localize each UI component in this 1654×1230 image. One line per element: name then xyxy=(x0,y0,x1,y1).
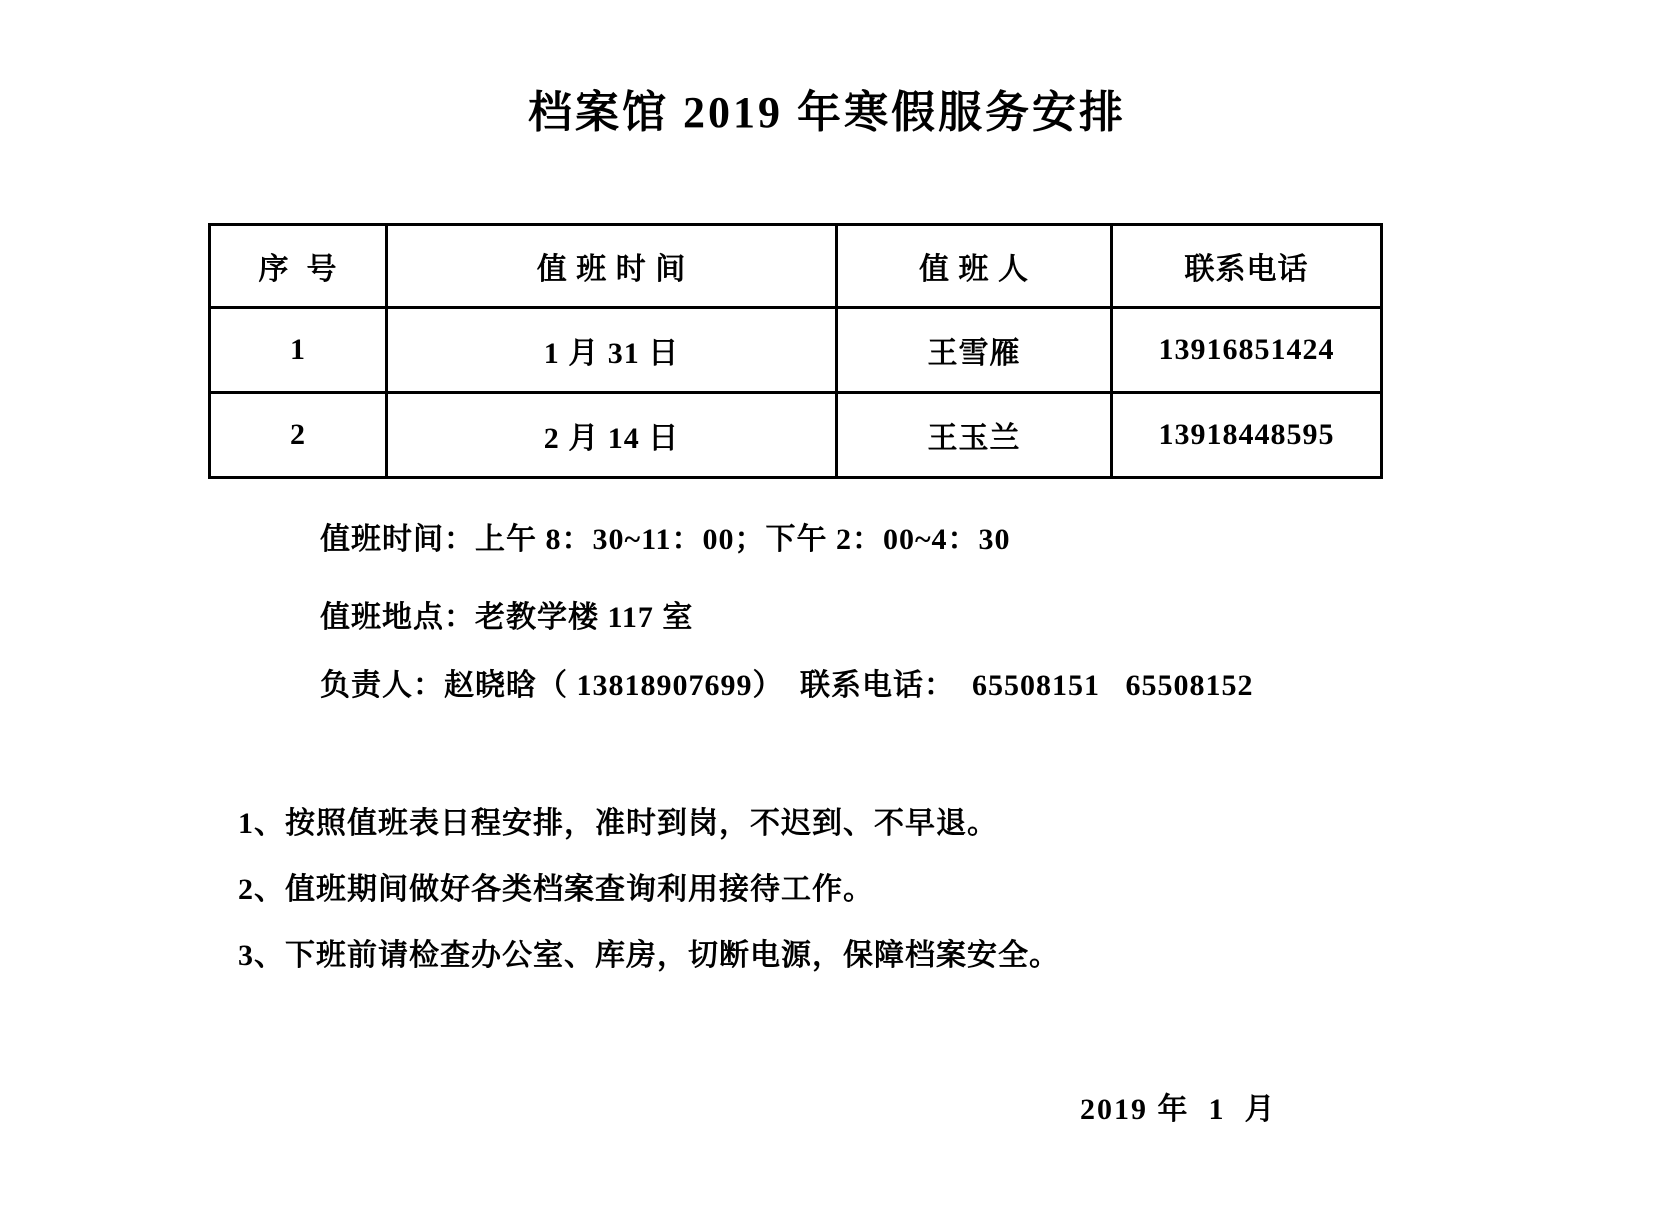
table-header-row xyxy=(210,225,1382,308)
note-item-2: 2、值班期间做好各类档案查询利用接待工作。 xyxy=(238,873,874,906)
note-item-1: 1、按照值班表日程安排，准时到岗，不迟到、不早退。 xyxy=(238,807,998,840)
header-cell-time: 值 班 时 间 xyxy=(387,225,837,308)
note-item-3: 3、下班前请检查办公室、库房，切断电源，保障档案安全。 xyxy=(238,939,1060,972)
cell-time: 2 月 14 日 xyxy=(387,393,837,478)
duty-schedule-table xyxy=(208,223,1383,479)
cell-phone: 13916851424 xyxy=(1112,308,1382,393)
cell-number: 2 xyxy=(210,393,387,478)
header-cell-person: 值 班 人 xyxy=(837,225,1112,308)
page-title: 档案馆 2019 年寒假服务安排 xyxy=(528,88,1126,137)
header-cell-phone: 联系电话 xyxy=(1112,225,1382,308)
cell-number: 1 xyxy=(210,308,387,393)
cell-time: 1 月 31 日 xyxy=(387,308,837,393)
cell-person: 王雪雁 xyxy=(837,308,1112,393)
header-cell-number: 序 号 xyxy=(210,225,387,308)
leader-line: 负责人：赵晓晗（ 13818907699） xyxy=(320,669,784,702)
duty-time-line: 值班时间：上午 8：30~11：00；下午 2：00~4：30 xyxy=(320,523,1011,556)
table-row xyxy=(210,308,1382,393)
cell-person: 王玉兰 xyxy=(837,393,1112,478)
footer-date: 2019 年 1 月 xyxy=(1080,1093,1277,1126)
duty-location-line: 值班地点：老教学楼 117 室 xyxy=(320,601,694,634)
table-row xyxy=(210,393,1382,478)
cell-phone: 13918448595 xyxy=(1112,393,1382,478)
contact-phone-line: 联系电话： 65508151 65508152 xyxy=(800,669,1254,702)
